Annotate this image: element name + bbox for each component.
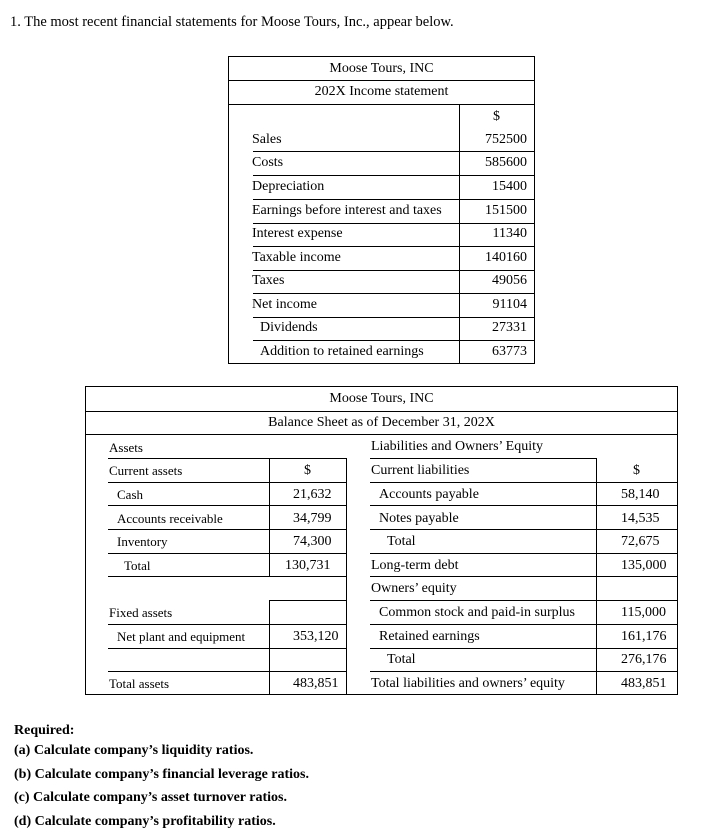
current-assets-label: Current assets	[109, 463, 183, 478]
currency-right: $	[633, 463, 640, 478]
inventory-value: 74,300	[293, 534, 332, 549]
total-current-liabilities-label: Total	[387, 534, 416, 549]
cash-value: 21,632	[293, 487, 332, 502]
income-row-value: 752500	[485, 132, 527, 147]
income-row-value: 151500	[485, 203, 527, 218]
total-assets-value: 483,851	[293, 676, 339, 691]
accounts-receivable-value: 34,799	[293, 511, 332, 526]
income-row-label: Dividends	[260, 320, 318, 335]
long-term-debt-value: 135,000	[621, 558, 667, 573]
net-plant-value: 353,120	[293, 629, 339, 644]
income-row-label: Sales	[252, 132, 282, 147]
income-row-label: Addition to retained earnings	[260, 344, 424, 359]
intro-text: 1. The most recent financial statements for Moose Tours, Inc., appear below.	[10, 14, 454, 30]
total-assets-label: Total assets	[109, 676, 170, 691]
inventory-label: Inventory	[117, 534, 168, 549]
notes-payable-value: 14,535	[621, 511, 660, 526]
income-row-value: 27331	[492, 320, 527, 335]
owners-equity-label: Owners’ equity	[371, 581, 457, 596]
total-equity-label: Total	[387, 652, 416, 667]
balance-company: Moose Tours, INC	[329, 391, 434, 406]
income-row-label: Costs	[252, 155, 284, 170]
accounts-receivable-label: Accounts receivable	[117, 511, 223, 526]
income-row-value: 49056	[492, 273, 527, 288]
income-row-label: Depreciation	[252, 179, 325, 194]
cash-label: Cash	[117, 487, 143, 502]
total-current-assets-value: 130,731	[285, 558, 331, 573]
notes-payable-label: Notes payable	[379, 511, 459, 526]
income-row-value: 63773	[492, 344, 527, 359]
income-row-value: 140160	[485, 250, 527, 265]
net-plant-label: Net plant and equipment	[117, 629, 246, 644]
income-row-value: 15400	[492, 179, 527, 194]
total-current-assets-label: Total	[124, 558, 151, 573]
liabilities-header: Liabilities and Owners’ Equity	[371, 439, 543, 454]
income-title: 202X Income statement	[314, 84, 449, 99]
fixed-assets-label: Fixed assets	[109, 605, 173, 620]
total-liab-equity-value: 483,851	[621, 676, 667, 691]
income-row-value: 11340	[492, 226, 527, 241]
income-row-value: 585600	[485, 155, 527, 170]
income-company: Moose Tours, INC	[329, 61, 434, 76]
required-item: (a) Calculate company’s liquidity ratios.	[14, 743, 254, 758]
current-liabilities-label: Current liabilities	[371, 463, 470, 478]
accounts-payable-value: 58,140	[621, 487, 660, 502]
total-equity-value: 276,176	[621, 652, 667, 667]
accounts-payable-label: Accounts payable	[379, 487, 479, 502]
currency-left: $	[304, 463, 311, 478]
long-term-debt-label: Long-term debt	[371, 558, 459, 573]
income-row-label: Taxable income	[252, 250, 341, 265]
income-row-label: Net income	[252, 297, 317, 312]
common-stock-value: 115,000	[621, 605, 666, 620]
common-stock-label: Common stock and paid-in surplus	[379, 605, 575, 620]
income-currency: $	[493, 109, 500, 124]
required-heading: Required:	[14, 723, 75, 738]
retained-earnings-label: Retained earnings	[379, 629, 480, 644]
balance-title: Balance Sheet as of December 31, 202X	[268, 415, 495, 430]
income-row-value: 91104	[492, 297, 527, 312]
income-row-label: Earnings before interest and taxes	[252, 203, 442, 218]
income-row-label: Taxes	[252, 273, 285, 288]
income-row-label: Interest expense	[252, 226, 343, 241]
assets-header: Assets	[109, 440, 143, 455]
retained-earnings-value: 161,176	[621, 629, 667, 644]
required-item: (c) Calculate company’s asset turnover ratios.	[14, 790, 287, 805]
required-item: (b) Calculate company’s financial leverage ratios.	[14, 767, 309, 782]
required-item: (d) Calculate company’s profitability ratios.	[14, 814, 276, 829]
total-current-liabilities-value: 72,675	[621, 534, 660, 549]
total-liab-equity-label: Total liabilities and owners’ equity	[371, 676, 565, 691]
